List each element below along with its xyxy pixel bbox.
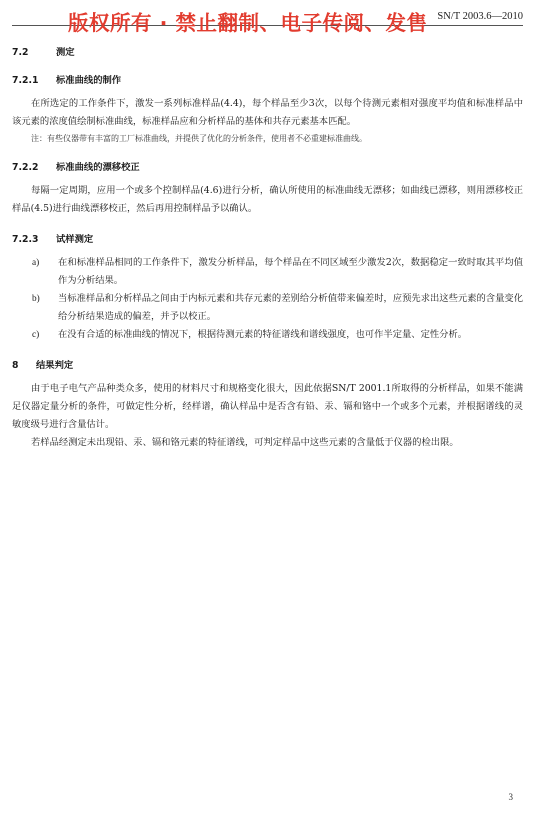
- document-body: [12, 44, 523, 452]
- list-item: [12, 290, 523, 326]
- heading-number: 8: [12, 360, 19, 371]
- heading-8: [12, 357, 523, 371]
- paragraph-7-2-2: 每隔一定周期，应用一个或多个控制样品(4.6)进行分析，确认所使用的标准曲线无漂移；如曲线已漂移，则用漂移校正样品(4.5)进行曲线漂移校正，然后再用控制样品予以确认。: [12, 185, 523, 214]
- list-marker: c): [32, 330, 40, 340]
- heading-7-2-3: [12, 231, 523, 245]
- heading-title: 结果判定: [36, 360, 74, 371]
- heading-number: 7.2.3: [12, 234, 39, 245]
- page-number: 3: [508, 792, 513, 802]
- heading-title: 标准曲线的漂移校正: [56, 162, 140, 173]
- list-item: [12, 254, 523, 290]
- paragraph-8-2: 若样品经测定未出现铅、汞、镉和铬元素的特征谱线，可判定样品中这些元素的含量低于仪器的检出限。: [31, 437, 459, 448]
- heading-number: 7.2.2: [12, 162, 39, 173]
- standard-code: SN/T 2003.6—2010: [437, 11, 523, 22]
- heading-title: 标准曲线的制作: [56, 75, 122, 86]
- heading-7-2-2: [12, 159, 523, 173]
- heading-number: 7.2.1: [12, 75, 39, 86]
- list-marker: b): [32, 294, 40, 304]
- copyright-watermark: 版权所有 · 禁止翻制、电子传阅、发售: [68, 11, 428, 35]
- heading-number: 7.2: [12, 47, 29, 58]
- list-item-text: 在没有合适的标准曲线的情况下，根据待测元素的特征谱线和谱线强度，也可作半定量、定性分析。: [58, 329, 468, 340]
- heading-title: 试样测定: [56, 234, 94, 245]
- list-item-text: 在和标准样品相同的工作条件下，激发分析样品，每个样品在不同区域至少激发2次，数据稳定一致时取其平均值作为分析结果。: [58, 257, 523, 286]
- list-item: [12, 326, 523, 344]
- heading-7-2-1: [12, 72, 523, 86]
- note-7-2-1: 注：有些仪器带有丰富的工厂标准曲线，并提供了优化的分析条件，使用者不必重建标准曲线。: [31, 134, 367, 143]
- test-steps-list: [12, 254, 523, 344]
- heading-title: 测定: [56, 47, 75, 58]
- paragraph-7-2-1: 在所选定的工作条件下，激发一系列标准样品(4.4)，每个样品至少3次，以每个待测元素相对强度平均值和标准样品中该元素的浓度值绘制标准曲线，标准样品应和分析样品的基体和共存元素基本匹配。: [12, 98, 523, 127]
- heading-7-2: [12, 44, 523, 58]
- paragraph-8-1: 由于电子电气产品种类众多，使用的材料尺寸和规格变化很大，因此依据SN/T 2001.1所取得的分析样品，如果不能满足仪器定量分析的条件，可做定性分析，经样谱，确认样品中是否含有铅、汞、镉和铬中一个或多个元素，并根据谱线的灵敏度级号进行含量估计。: [12, 383, 523, 430]
- list-marker: a): [32, 258, 40, 268]
- list-item-text: 当标准样品和分析样品之间由于内标元素和共存元素的差别给分析值带来偏差时，应预先求出这些元素的含量变化给分析结果造成的偏差，并予以校正。: [58, 293, 523, 322]
